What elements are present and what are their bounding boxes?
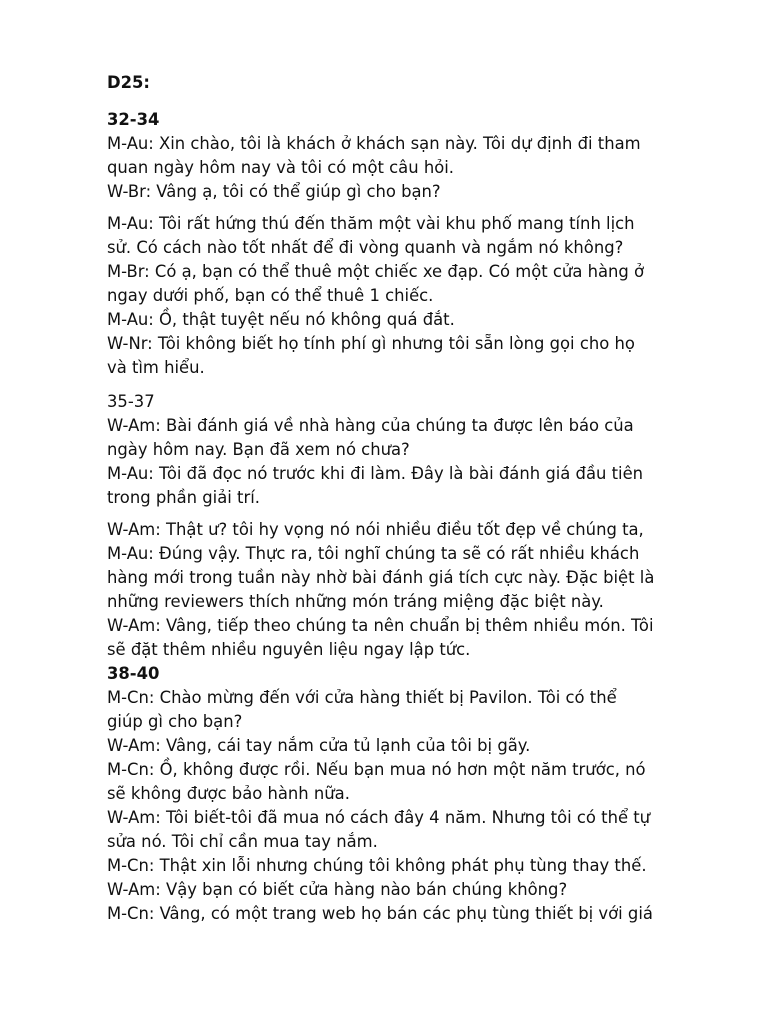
dialogue-line: M-Au: Đúng vậy. Thực ra, tôi nghĩ chúng ta sẽ có rất nhiều khách bbox=[107, 544, 640, 563]
section-32-34 bbox=[107, 108, 707, 380]
section-heading: 38-40 bbox=[107, 664, 160, 683]
dialogue-paragraph bbox=[107, 518, 707, 662]
dialogue-line: sẽ đặt thêm nhiều nguyên liệu ngay lập tức. bbox=[107, 640, 471, 659]
dialogue-line: W-Am: Bài đánh giá về nhà hàng của chúng ta được lên báo của bbox=[107, 416, 634, 435]
dialogue-line: M-Au: Tôi rất hứng thú đến thăm một vài khu phố mang tính lịch bbox=[107, 214, 635, 233]
section-heading: 35-37 bbox=[107, 392, 155, 411]
dialogue-line: giúp gì cho bạn? bbox=[107, 712, 243, 731]
dialogue-line: W-Am: Vâng, cái tay nắm cửa tủ lạnh của tôi bị gãy. bbox=[107, 736, 531, 755]
dialogue-line: W-Am: Thật ư? tôi hy vọng nó nói nhiều điều tốt đẹp về chúng ta, bbox=[107, 520, 644, 539]
dialogue-line: sửa nó. Tôi chỉ cần mua tay nắm. bbox=[107, 832, 378, 851]
dialogue-line: trong phần giải trí. bbox=[107, 488, 260, 507]
dialogue-line: M-Au: Tôi đã đọc nó trước khi đi làm. Đây là bài đánh giá đầu tiên bbox=[107, 464, 644, 483]
section-heading: 32-34 bbox=[107, 110, 160, 129]
dialogue-paragraph bbox=[107, 132, 707, 204]
dialogue-line: W-Nr: Tôi không biết họ tính phí gì nhưng tôi sẵn lòng gọi cho họ bbox=[107, 334, 635, 353]
dialogue-line: W-Br: Vâng ạ, tôi có thể giúp gì cho bạn? bbox=[107, 182, 441, 201]
dialogue-line: sẽ không được bảo hành nữa. bbox=[107, 784, 350, 803]
dialogue-line: hàng mới trong tuần này nhờ bài đánh giá tích cực này. Đặc biệt là bbox=[107, 568, 655, 587]
dialogue-line: và tìm hiểu. bbox=[107, 358, 205, 377]
dialogue-paragraph bbox=[107, 414, 707, 510]
dialogue-line: M-Cn: Chào mừng đến với cửa hàng thiết bị Pavilon. Tôi có thể bbox=[107, 688, 617, 707]
dialogue-line: quan ngày hôm nay và tôi có một câu hỏi. bbox=[107, 158, 455, 177]
document-title: D25: bbox=[107, 73, 150, 92]
dialogue-line: W-Am: Vậy bạn có biết cửa hàng nào bán chúng không? bbox=[107, 880, 568, 899]
dialogue-line: ngày hôm nay. Bạn đã xem nó chưa? bbox=[107, 440, 410, 459]
dialogue-line: M-Cn: Vâng, có một trang web họ bán các phụ tùng thiết bị với giá bbox=[107, 904, 653, 923]
dialogue-line: M-Cn: Thật xin lỗi nhưng chúng tôi không phát phụ tùng thay thế. bbox=[107, 856, 647, 875]
dialogue-line: những reviewers thích những món tráng miệng đặc biệt này. bbox=[107, 592, 604, 611]
dialogue-line: sử. Có cách nào tốt nhất để đi vòng quanh và ngắm nó không? bbox=[107, 238, 624, 257]
document-page bbox=[107, 71, 707, 926]
dialogue-line: M-Au: Ồ, thật tuyệt nếu nó không quá đắt. bbox=[107, 310, 455, 329]
dialogue-line: M-Cn: Ồ, không được rồi. Nếu bạn mua nó hơn một năm trước, nó bbox=[107, 760, 646, 779]
dialogue-line: W-Am: Vâng, tiếp theo chúng ta nên chuẩn bị thêm nhiều món. Tôi bbox=[107, 616, 654, 635]
document-body bbox=[107, 108, 707, 926]
dialogue-paragraph bbox=[107, 212, 707, 380]
dialogue-line: M-Au: Xin chào, tôi là khách ở khách sạn này. Tôi dự định đi tham bbox=[107, 134, 641, 153]
section-35-37 bbox=[107, 390, 707, 662]
dialogue-line: M-Br: Có ạ, bạn có thể thuê một chiếc xe đạp. Có một cửa hàng ở bbox=[107, 262, 645, 281]
section-38-40 bbox=[107, 662, 707, 926]
dialogue-line: W-Am: Tôi biết-tôi đã mua nó cách đây 4 năm. Nhưng tôi có thể tự bbox=[107, 808, 651, 827]
dialogue-line: ngay dưới phố, bạn có thể thuê 1 chiếc. bbox=[107, 286, 434, 305]
dialogue-paragraph bbox=[107, 686, 707, 926]
